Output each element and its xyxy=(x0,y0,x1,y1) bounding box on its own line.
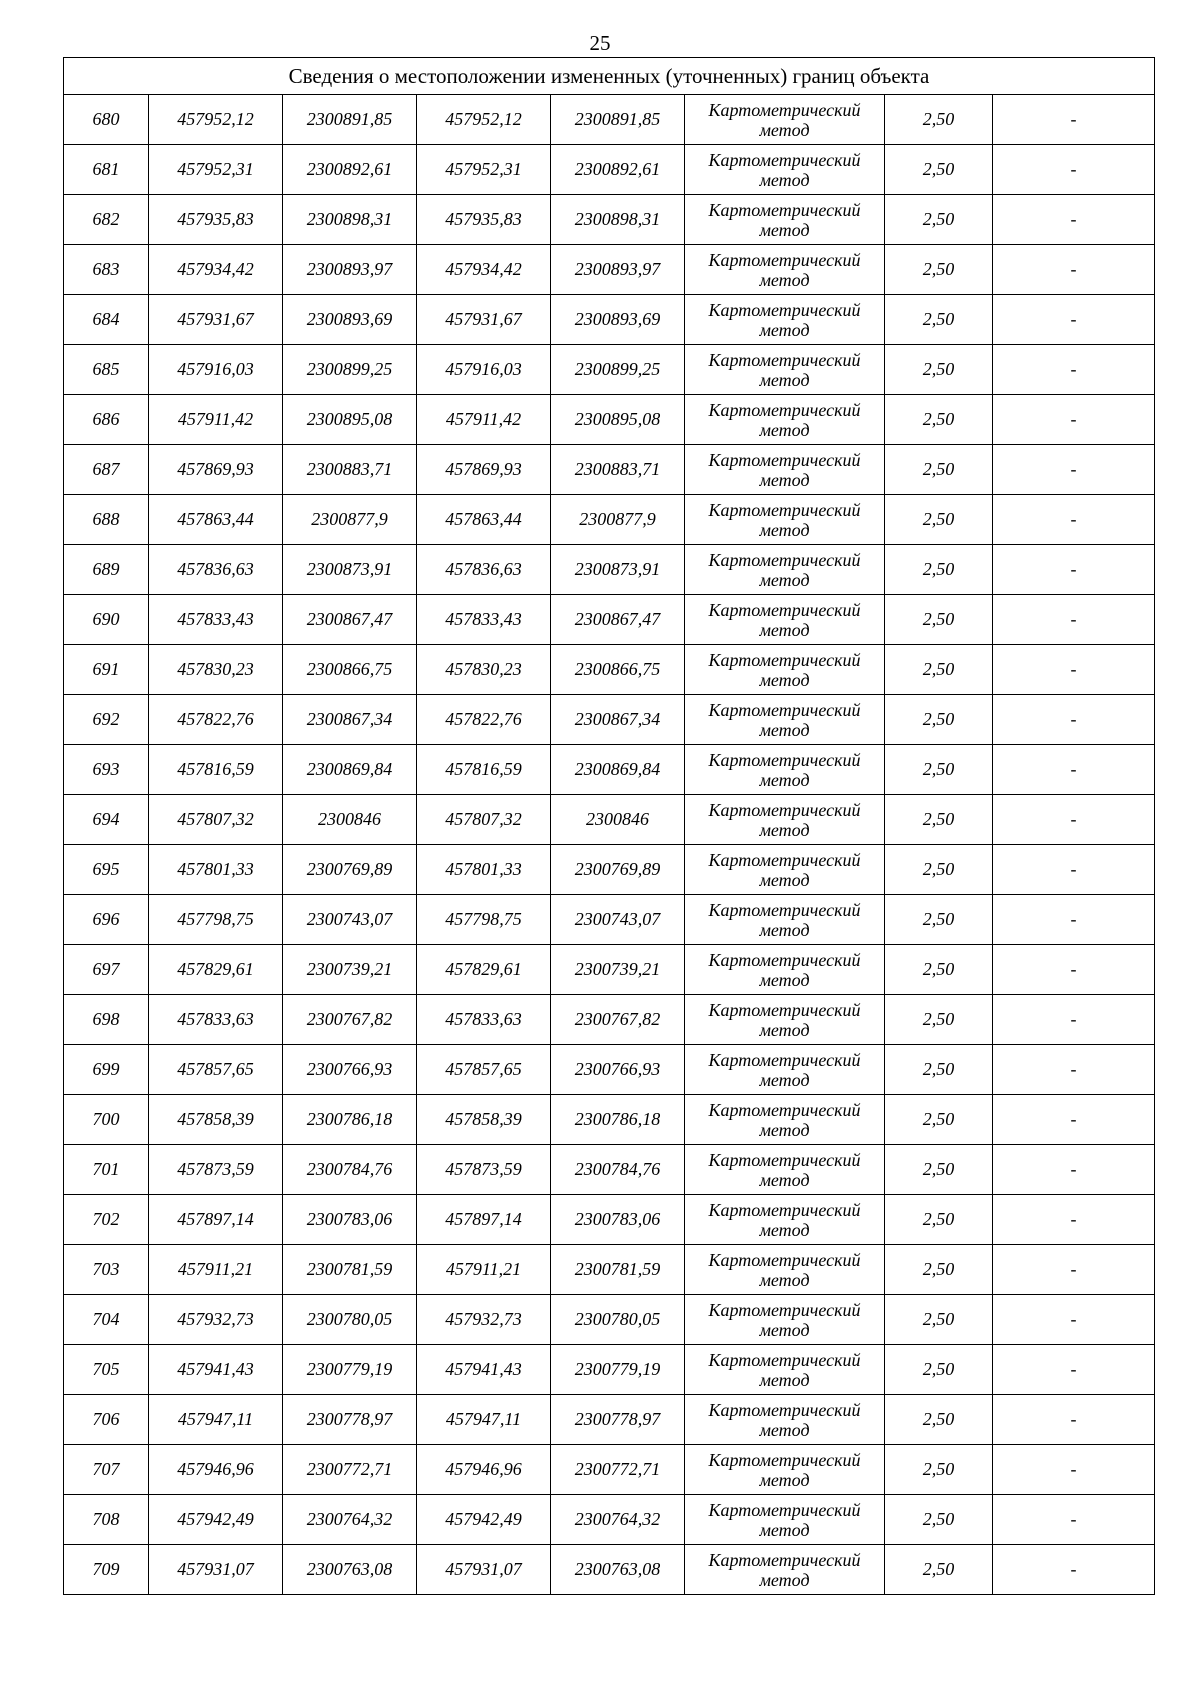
accuracy-cell: 2,50 xyxy=(885,1495,993,1545)
description-cell: - xyxy=(993,1195,1155,1245)
new-x-cell: 457931,07 xyxy=(417,1545,551,1595)
existing-x-cell: 457942,49 xyxy=(149,1495,283,1545)
existing-x-cell: 457869,93 xyxy=(149,445,283,495)
new-y-cell: 2300779,19 xyxy=(551,1345,685,1395)
table-row xyxy=(64,745,1155,795)
method-cell: Картометрический метод xyxy=(685,845,885,895)
new-x-cell: 457947,11 xyxy=(417,1395,551,1445)
table-row xyxy=(64,1345,1155,1395)
new-x-cell: 457863,44 xyxy=(417,495,551,545)
existing-y-cell: 2300766,93 xyxy=(283,1045,417,1095)
description-cell: - xyxy=(993,1145,1155,1195)
new-y-cell: 2300869,84 xyxy=(551,745,685,795)
new-y-cell: 2300892,61 xyxy=(551,145,685,195)
new-x-cell: 457934,42 xyxy=(417,245,551,295)
accuracy-cell: 2,50 xyxy=(885,1545,993,1595)
existing-x-cell: 457798,75 xyxy=(149,895,283,945)
new-x-cell: 457946,96 xyxy=(417,1445,551,1495)
method-cell: Картометрический метод xyxy=(685,645,885,695)
table-caption: Сведения о местоположении измененных (уточненных) границ объекта xyxy=(64,58,1155,95)
table-row xyxy=(64,345,1155,395)
point-number-cell: 698 xyxy=(64,995,149,1045)
new-x-cell: 457798,75 xyxy=(417,895,551,945)
existing-x-cell: 457952,31 xyxy=(149,145,283,195)
existing-y-cell: 2300867,47 xyxy=(283,595,417,645)
method-cell: Картометрический метод xyxy=(685,1245,885,1295)
table-row xyxy=(64,1295,1155,1345)
accuracy-cell: 2,50 xyxy=(885,1445,993,1495)
point-number-cell: 704 xyxy=(64,1295,149,1345)
method-cell: Картометрический метод xyxy=(685,1545,885,1595)
existing-y-cell: 2300899,25 xyxy=(283,345,417,395)
description-cell: - xyxy=(993,145,1155,195)
accuracy-cell: 2,50 xyxy=(885,245,993,295)
description-cell: - xyxy=(993,695,1155,745)
method-cell: Картометрический метод xyxy=(685,1295,885,1345)
point-number-cell: 686 xyxy=(64,395,149,445)
description-cell: - xyxy=(993,345,1155,395)
new-y-cell: 2300873,91 xyxy=(551,545,685,595)
method-cell: Картометрический метод xyxy=(685,195,885,245)
table-row xyxy=(64,595,1155,645)
accuracy-cell: 2,50 xyxy=(885,345,993,395)
description-cell: - xyxy=(993,1395,1155,1445)
new-y-cell: 2300764,32 xyxy=(551,1495,685,1545)
new-y-cell: 2300780,05 xyxy=(551,1295,685,1345)
existing-x-cell: 457857,65 xyxy=(149,1045,283,1095)
existing-y-cell: 2300898,31 xyxy=(283,195,417,245)
new-x-cell: 457833,43 xyxy=(417,595,551,645)
accuracy-cell: 2,50 xyxy=(885,745,993,795)
method-cell: Картометрический метод xyxy=(685,695,885,745)
accuracy-cell: 2,50 xyxy=(885,545,993,595)
existing-y-cell: 2300891,85 xyxy=(283,95,417,145)
table-row xyxy=(64,495,1155,545)
method-cell: Картометрический метод xyxy=(685,545,885,595)
accuracy-cell: 2,50 xyxy=(885,445,993,495)
new-y-cell: 2300898,31 xyxy=(551,195,685,245)
description-cell: - xyxy=(993,1495,1155,1545)
point-number-cell: 705 xyxy=(64,1345,149,1395)
new-x-cell: 457869,93 xyxy=(417,445,551,495)
method-cell: Картометрический метод xyxy=(685,945,885,995)
method-cell: Картометрический метод xyxy=(685,145,885,195)
existing-y-cell: 2300779,19 xyxy=(283,1345,417,1395)
new-x-cell: 457911,21 xyxy=(417,1245,551,1295)
existing-x-cell: 457816,59 xyxy=(149,745,283,795)
new-y-cell: 2300786,18 xyxy=(551,1095,685,1145)
new-y-cell: 2300743,07 xyxy=(551,895,685,945)
description-cell: - xyxy=(993,545,1155,595)
new-y-cell: 2300739,21 xyxy=(551,945,685,995)
accuracy-cell: 2,50 xyxy=(885,195,993,245)
method-cell: Картометрический метод xyxy=(685,1045,885,1095)
new-y-cell: 2300763,08 xyxy=(551,1545,685,1595)
existing-y-cell: 2300772,71 xyxy=(283,1445,417,1495)
table-row xyxy=(64,1045,1155,1095)
description-cell: - xyxy=(993,1295,1155,1345)
point-number-cell: 696 xyxy=(64,895,149,945)
accuracy-cell: 2,50 xyxy=(885,1095,993,1145)
new-y-cell: 2300784,76 xyxy=(551,1145,685,1195)
point-number-cell: 693 xyxy=(64,745,149,795)
description-cell: - xyxy=(993,1245,1155,1295)
point-number-cell: 699 xyxy=(64,1045,149,1095)
table-row xyxy=(64,1195,1155,1245)
new-x-cell: 457857,65 xyxy=(417,1045,551,1095)
existing-y-cell: 2300893,97 xyxy=(283,245,417,295)
accuracy-cell: 2,50 xyxy=(885,145,993,195)
existing-x-cell: 457932,73 xyxy=(149,1295,283,1345)
table-row xyxy=(64,1095,1155,1145)
existing-x-cell: 457911,42 xyxy=(149,395,283,445)
accuracy-cell: 2,50 xyxy=(885,1045,993,1095)
existing-x-cell: 457952,12 xyxy=(149,95,283,145)
existing-x-cell: 457807,32 xyxy=(149,795,283,845)
new-x-cell: 457833,63 xyxy=(417,995,551,1045)
new-x-cell: 457830,23 xyxy=(417,645,551,695)
table-row xyxy=(64,895,1155,945)
existing-y-cell: 2300883,71 xyxy=(283,445,417,495)
description-cell: - xyxy=(993,1095,1155,1145)
page-number: 25 xyxy=(589,31,611,55)
method-cell: Картометрический метод xyxy=(685,595,885,645)
method-cell: Картометрический метод xyxy=(685,445,885,495)
new-x-cell: 457931,67 xyxy=(417,295,551,345)
new-y-cell: 2300891,85 xyxy=(551,95,685,145)
point-number-cell: 692 xyxy=(64,695,149,745)
accuracy-cell: 2,50 xyxy=(885,845,993,895)
point-number-cell: 687 xyxy=(64,445,149,495)
point-number-cell: 702 xyxy=(64,1195,149,1245)
new-y-cell: 2300867,47 xyxy=(551,595,685,645)
table-row xyxy=(64,645,1155,695)
table-row xyxy=(64,145,1155,195)
existing-x-cell: 457935,83 xyxy=(149,195,283,245)
existing-y-cell: 2300866,75 xyxy=(283,645,417,695)
method-cell: Картометрический метод xyxy=(685,1445,885,1495)
existing-x-cell: 457873,59 xyxy=(149,1145,283,1195)
description-cell: - xyxy=(993,795,1155,845)
new-x-cell: 457873,59 xyxy=(417,1145,551,1195)
method-cell: Картометрический метод xyxy=(685,995,885,1045)
method-cell: Картометрический метод xyxy=(685,95,885,145)
table-row xyxy=(64,395,1155,445)
new-y-cell: 2300846 xyxy=(551,795,685,845)
accuracy-cell: 2,50 xyxy=(885,695,993,745)
new-y-cell: 2300778,97 xyxy=(551,1395,685,1445)
point-number-cell: 685 xyxy=(64,345,149,395)
existing-x-cell: 457934,42 xyxy=(149,245,283,295)
method-cell: Картометрический метод xyxy=(685,395,885,445)
point-number-cell: 697 xyxy=(64,945,149,995)
method-cell: Картометрический метод xyxy=(685,1195,885,1245)
existing-x-cell: 457911,21 xyxy=(149,1245,283,1295)
method-cell: Картометрический метод xyxy=(685,345,885,395)
new-x-cell: 457858,39 xyxy=(417,1095,551,1145)
existing-x-cell: 457836,63 xyxy=(149,545,283,595)
point-number-cell: 700 xyxy=(64,1095,149,1145)
existing-y-cell: 2300764,32 xyxy=(283,1495,417,1545)
method-cell: Картометрический метод xyxy=(685,895,885,945)
point-number-cell: 709 xyxy=(64,1545,149,1595)
existing-y-cell: 2300873,91 xyxy=(283,545,417,595)
new-x-cell: 457836,63 xyxy=(417,545,551,595)
description-cell: - xyxy=(993,295,1155,345)
new-y-cell: 2300781,59 xyxy=(551,1245,685,1295)
table-row xyxy=(64,1245,1155,1295)
point-number-cell: 684 xyxy=(64,295,149,345)
description-cell: - xyxy=(993,1345,1155,1395)
existing-y-cell: 2300783,06 xyxy=(283,1195,417,1245)
method-cell: Картометрический метод xyxy=(685,1395,885,1445)
existing-x-cell: 457931,67 xyxy=(149,295,283,345)
new-y-cell: 2300769,89 xyxy=(551,845,685,895)
table-row xyxy=(64,445,1155,495)
new-y-cell: 2300866,75 xyxy=(551,645,685,695)
existing-x-cell: 457801,33 xyxy=(149,845,283,895)
description-cell: - xyxy=(993,645,1155,695)
existing-y-cell: 2300767,82 xyxy=(283,995,417,1045)
point-number-cell: 694 xyxy=(64,795,149,845)
new-x-cell: 457935,83 xyxy=(417,195,551,245)
method-cell: Картометрический метод xyxy=(685,1095,885,1145)
new-y-cell: 2300893,97 xyxy=(551,245,685,295)
existing-x-cell: 457833,63 xyxy=(149,995,283,1045)
table-row xyxy=(64,845,1155,895)
method-cell: Картометрический метод xyxy=(685,1495,885,1545)
new-y-cell: 2300893,69 xyxy=(551,295,685,345)
method-cell: Картометрический метод xyxy=(685,795,885,845)
existing-y-cell: 2300743,07 xyxy=(283,895,417,945)
accuracy-cell: 2,50 xyxy=(885,1395,993,1445)
existing-y-cell: 2300769,89 xyxy=(283,845,417,895)
existing-y-cell: 2300780,05 xyxy=(283,1295,417,1345)
point-number-cell: 682 xyxy=(64,195,149,245)
table-row xyxy=(64,1395,1155,1445)
point-number-cell: 690 xyxy=(64,595,149,645)
new-x-cell: 457932,73 xyxy=(417,1295,551,1345)
table-row xyxy=(64,195,1155,245)
new-y-cell: 2300899,25 xyxy=(551,345,685,395)
description-cell: - xyxy=(993,995,1155,1045)
method-cell: Картометрический метод xyxy=(685,745,885,795)
point-number-cell: 695 xyxy=(64,845,149,895)
table-row xyxy=(64,245,1155,295)
table-row xyxy=(64,1145,1155,1195)
accuracy-cell: 2,50 xyxy=(885,495,993,545)
description-cell: - xyxy=(993,195,1155,245)
point-number-cell: 701 xyxy=(64,1145,149,1195)
existing-x-cell: 457829,61 xyxy=(149,945,283,995)
existing-y-cell: 2300763,08 xyxy=(283,1545,417,1595)
description-cell: - xyxy=(993,945,1155,995)
description-cell: - xyxy=(993,745,1155,795)
accuracy-cell: 2,50 xyxy=(885,1145,993,1195)
existing-x-cell: 457947,11 xyxy=(149,1395,283,1445)
new-y-cell: 2300883,71 xyxy=(551,445,685,495)
existing-y-cell: 2300867,34 xyxy=(283,695,417,745)
existing-y-cell: 2300739,21 xyxy=(283,945,417,995)
table-row xyxy=(64,695,1155,745)
existing-x-cell: 457830,23 xyxy=(149,645,283,695)
table-row xyxy=(64,1445,1155,1495)
point-number-cell: 688 xyxy=(64,495,149,545)
existing-x-cell: 457897,14 xyxy=(149,1195,283,1245)
new-x-cell: 457897,14 xyxy=(417,1195,551,1245)
point-number-cell: 708 xyxy=(64,1495,149,1545)
point-number-cell: 707 xyxy=(64,1445,149,1495)
new-x-cell: 457952,31 xyxy=(417,145,551,195)
new-y-cell: 2300772,71 xyxy=(551,1445,685,1495)
table-row xyxy=(64,95,1155,145)
method-cell: Картометрический метод xyxy=(685,295,885,345)
new-x-cell: 457942,49 xyxy=(417,1495,551,1545)
existing-y-cell: 2300846 xyxy=(283,795,417,845)
point-number-cell: 706 xyxy=(64,1395,149,1445)
table-row xyxy=(64,545,1155,595)
description-cell: - xyxy=(993,95,1155,145)
point-number-cell: 683 xyxy=(64,245,149,295)
existing-y-cell: 2300877,9 xyxy=(283,495,417,545)
method-cell: Картометрический метод xyxy=(685,245,885,295)
method-cell: Картометрический метод xyxy=(685,1145,885,1195)
table-row xyxy=(64,295,1155,345)
table-row xyxy=(64,995,1155,1045)
accuracy-cell: 2,50 xyxy=(885,595,993,645)
existing-y-cell: 2300869,84 xyxy=(283,745,417,795)
accuracy-cell: 2,50 xyxy=(885,1345,993,1395)
accuracy-cell: 2,50 xyxy=(885,1195,993,1245)
description-cell: - xyxy=(993,1545,1155,1595)
existing-x-cell: 457941,43 xyxy=(149,1345,283,1395)
existing-x-cell: 457863,44 xyxy=(149,495,283,545)
accuracy-cell: 2,50 xyxy=(885,945,993,995)
new-y-cell: 2300877,9 xyxy=(551,495,685,545)
method-cell: Картометрический метод xyxy=(685,1345,885,1395)
point-number-cell: 680 xyxy=(64,95,149,145)
accuracy-cell: 2,50 xyxy=(885,995,993,1045)
new-y-cell: 2300867,34 xyxy=(551,695,685,745)
point-number-cell: 703 xyxy=(64,1245,149,1295)
point-number-cell: 681 xyxy=(64,145,149,195)
existing-y-cell: 2300778,97 xyxy=(283,1395,417,1445)
new-x-cell: 457807,32 xyxy=(417,795,551,845)
table-row xyxy=(64,1495,1155,1545)
new-x-cell: 457952,12 xyxy=(417,95,551,145)
description-cell: - xyxy=(993,445,1155,495)
new-y-cell: 2300766,93 xyxy=(551,1045,685,1095)
table-row xyxy=(64,1545,1155,1595)
description-cell: - xyxy=(993,1445,1155,1495)
new-y-cell: 2300767,82 xyxy=(551,995,685,1045)
new-x-cell: 457816,59 xyxy=(417,745,551,795)
accuracy-cell: 2,50 xyxy=(885,295,993,345)
existing-x-cell: 457946,96 xyxy=(149,1445,283,1495)
existing-y-cell: 2300893,69 xyxy=(283,295,417,345)
existing-y-cell: 2300892,61 xyxy=(283,145,417,195)
description-cell: - xyxy=(993,845,1155,895)
accuracy-cell: 2,50 xyxy=(885,395,993,445)
point-number-cell: 689 xyxy=(64,545,149,595)
boundary-coordinates-table xyxy=(63,57,1155,1595)
new-x-cell: 457801,33 xyxy=(417,845,551,895)
new-y-cell: 2300783,06 xyxy=(551,1195,685,1245)
new-y-cell: 2300895,08 xyxy=(551,395,685,445)
existing-y-cell: 2300786,18 xyxy=(283,1095,417,1145)
accuracy-cell: 2,50 xyxy=(885,1295,993,1345)
accuracy-cell: 2,50 xyxy=(885,95,993,145)
accuracy-cell: 2,50 xyxy=(885,645,993,695)
new-x-cell: 457916,03 xyxy=(417,345,551,395)
existing-x-cell: 457916,03 xyxy=(149,345,283,395)
existing-x-cell: 457833,43 xyxy=(149,595,283,645)
existing-x-cell: 457858,39 xyxy=(149,1095,283,1145)
existing-y-cell: 2300781,59 xyxy=(283,1245,417,1295)
new-x-cell: 457911,42 xyxy=(417,395,551,445)
accuracy-cell: 2,50 xyxy=(885,1245,993,1295)
description-cell: - xyxy=(993,595,1155,645)
accuracy-cell: 2,50 xyxy=(885,895,993,945)
existing-y-cell: 2300784,76 xyxy=(283,1145,417,1195)
description-cell: - xyxy=(993,1045,1155,1095)
description-cell: - xyxy=(993,245,1155,295)
new-x-cell: 457941,43 xyxy=(417,1345,551,1395)
table-row xyxy=(64,945,1155,995)
method-cell: Картометрический метод xyxy=(685,495,885,545)
existing-x-cell: 457822,76 xyxy=(149,695,283,745)
description-cell: - xyxy=(993,395,1155,445)
accuracy-cell: 2,50 xyxy=(885,795,993,845)
point-number-cell: 691 xyxy=(64,645,149,695)
existing-y-cell: 2300895,08 xyxy=(283,395,417,445)
existing-x-cell: 457931,07 xyxy=(149,1545,283,1595)
new-x-cell: 457829,61 xyxy=(417,945,551,995)
table-row xyxy=(64,795,1155,845)
new-x-cell: 457822,76 xyxy=(417,695,551,745)
description-cell: - xyxy=(993,495,1155,545)
description-cell: - xyxy=(993,895,1155,945)
